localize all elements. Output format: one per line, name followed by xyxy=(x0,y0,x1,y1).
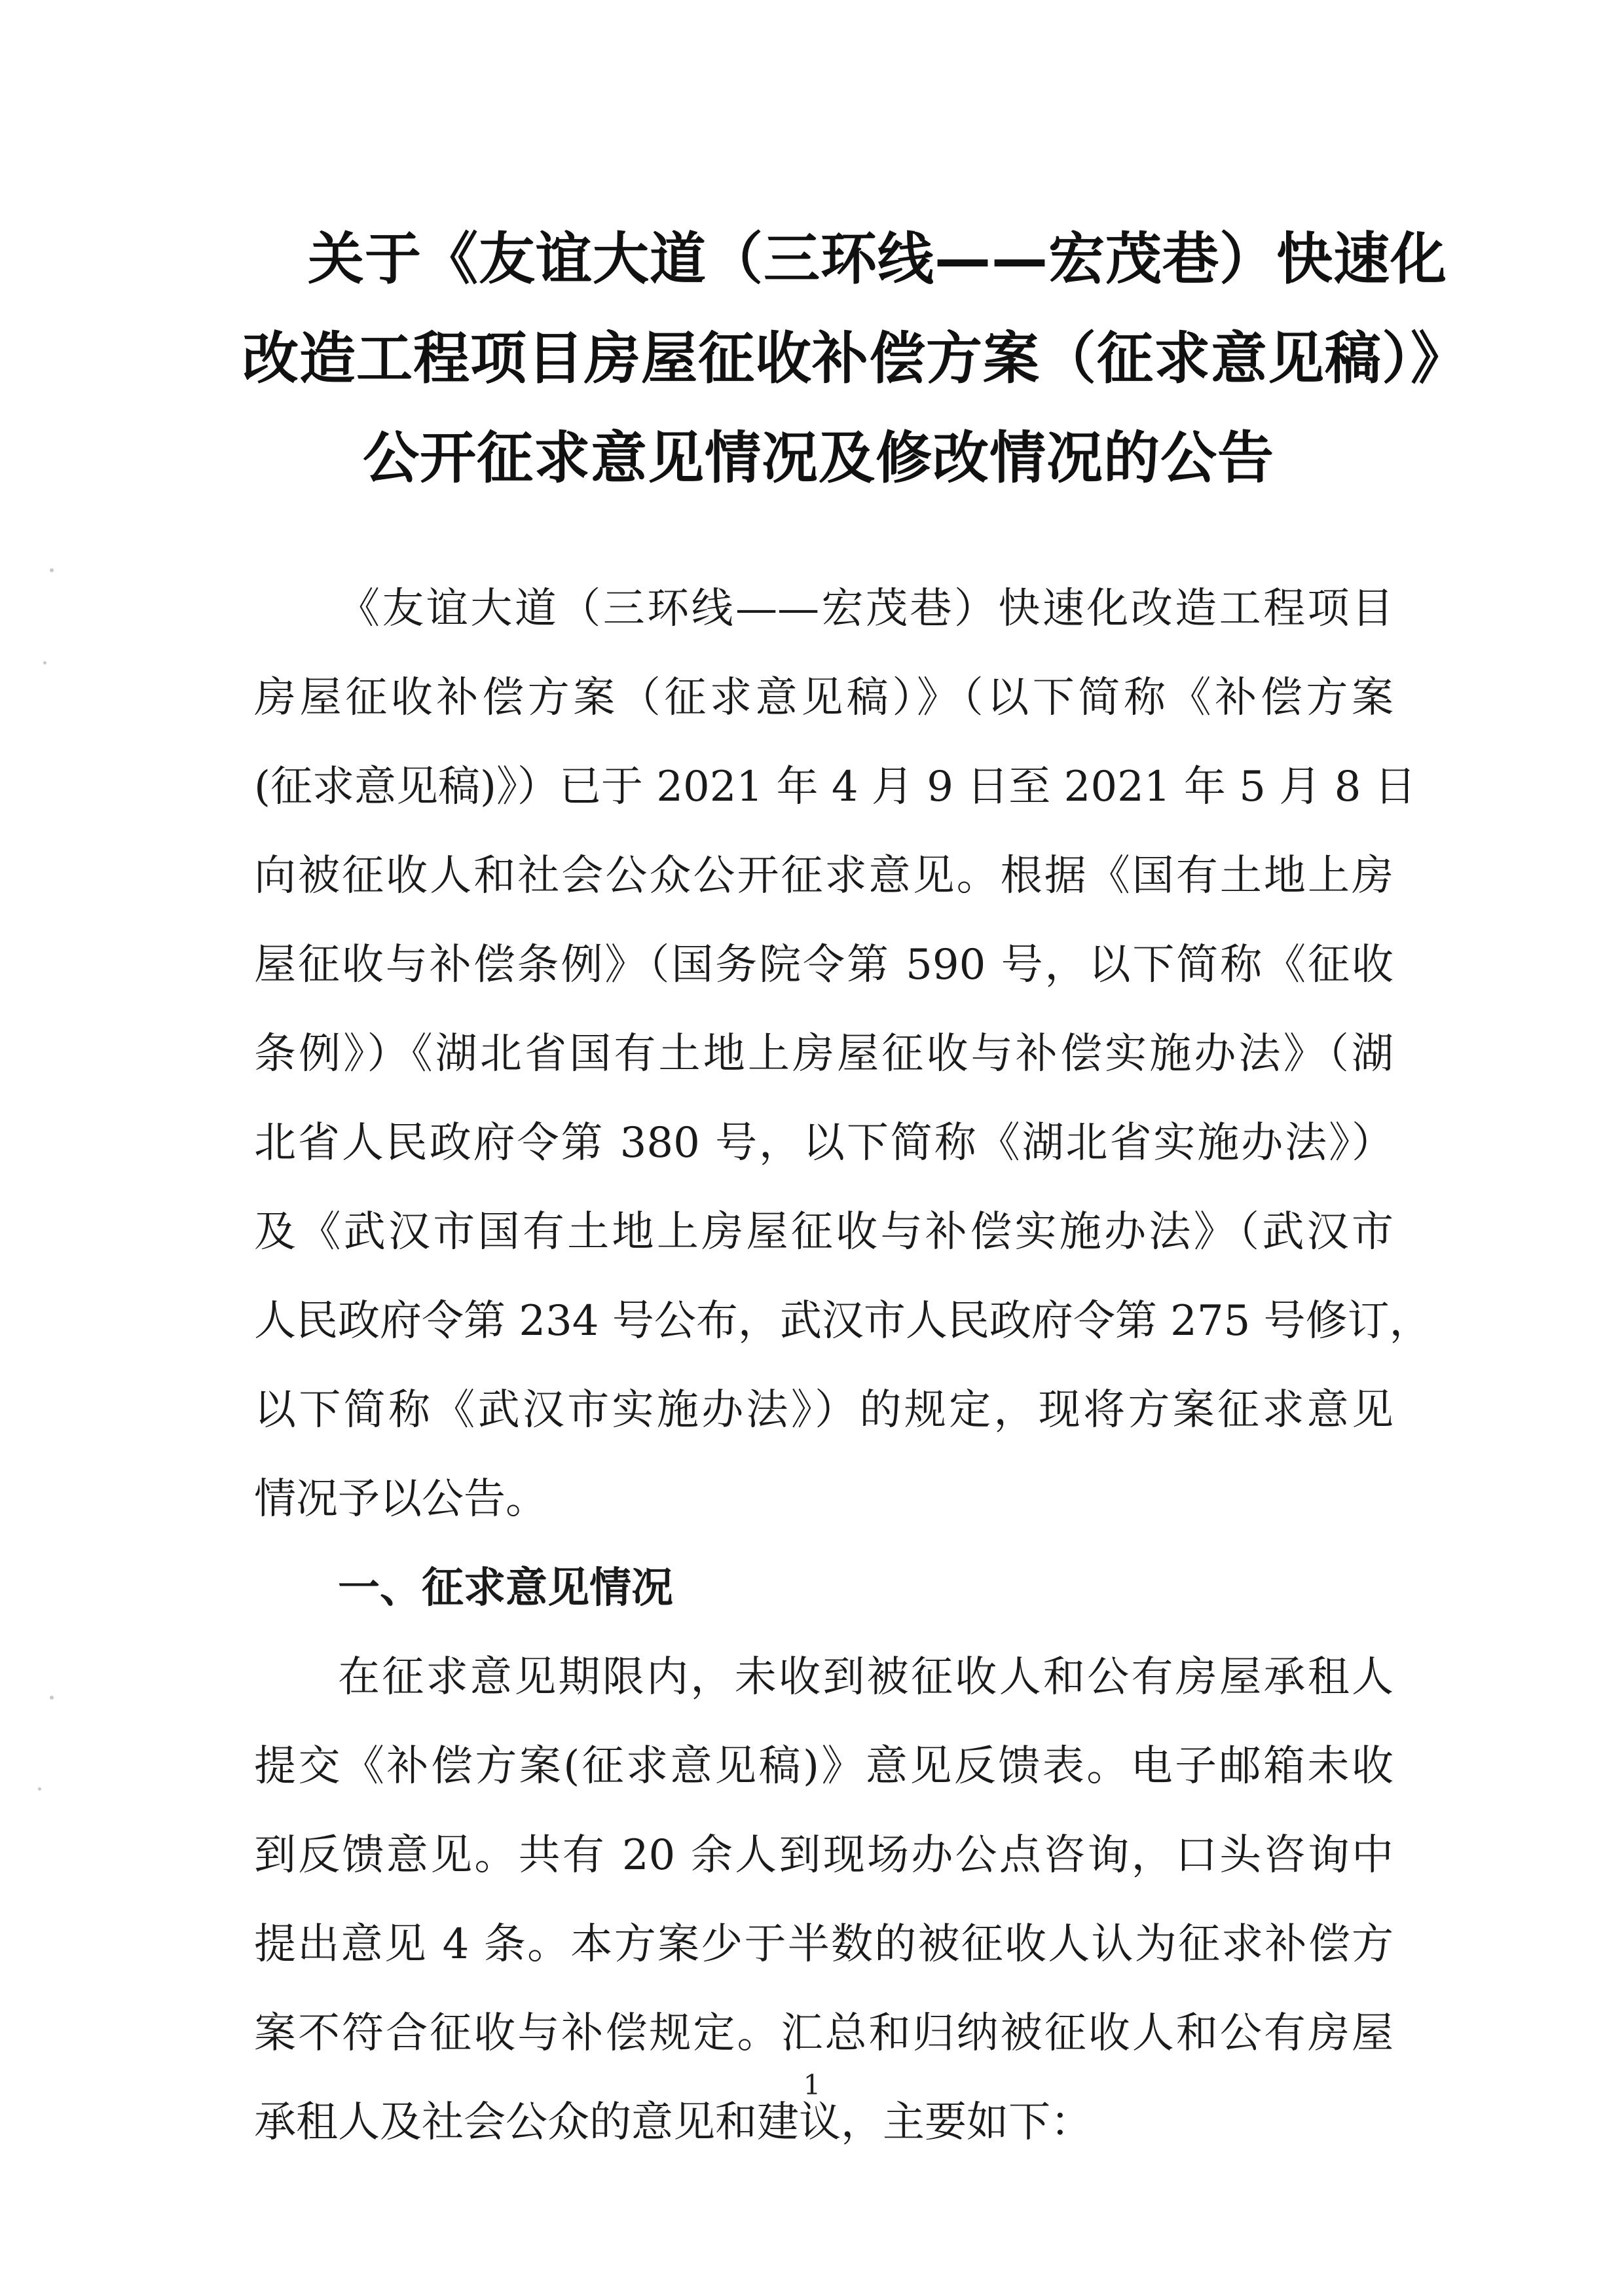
paragraph-line: 提出意见 4 条。本方案少于半数的被征收人认为征求补偿方 xyxy=(254,1920,1393,1969)
paragraph-line: 房屋征收补偿方案（征求意见稿）》（以下简称《补偿方案 xyxy=(254,674,1393,722)
title-line: 改造工程项目房屋征收补偿方案（征求意见稿）》 xyxy=(242,326,1467,392)
paragraph-line: 情况予以公告。 xyxy=(254,1475,547,1523)
scan-speck xyxy=(50,568,54,572)
paragraph-line: 及《武汉市国有土地上房屋征收与补偿实施办法》（武汉市 xyxy=(254,1208,1393,1256)
scan-speck xyxy=(38,1787,41,1791)
intro-paragraph xyxy=(254,564,1431,1544)
scan-speck xyxy=(43,661,46,665)
scan-speck xyxy=(50,1696,54,1700)
paragraph-line: 提交《补偿方案(征求意见稿)》意见反馈表。电子邮箱未收 xyxy=(254,1742,1393,1791)
section-heading: 一、征求意见情况 xyxy=(338,1564,673,1613)
paragraph-line: 北省人民政府令第 380 号，以下简称《湖北省实施办法》） xyxy=(254,1119,1393,1167)
paragraph-line: 案不符合征收与补偿规定。汇总和归纳被征收人和公有房屋 xyxy=(254,2009,1393,2058)
document-body xyxy=(254,564,1431,2167)
paragraph-line: 在征求意见期限内，未收到被征收人和公有房屋承租人 xyxy=(338,1653,1393,1702)
paragraph-line: 屋征收与补偿条例》（国务院令第 590 号，以下简称《征收 xyxy=(254,941,1393,989)
title-line: 关于《友谊大道（三环线——宏茂巷）快速化 xyxy=(308,227,1447,292)
paragraph-line: 条例》）《湖北省国有土地上房屋征收与补偿实施办法》（湖 xyxy=(254,1030,1393,1078)
page-number: 1 xyxy=(803,2069,821,2101)
paragraph-line: 《友谊大道（三环线——宏茂巷）快速化改造工程项目 xyxy=(338,585,1393,633)
paragraph-line: 承租人及社会公众的意见和建议，主要如下： xyxy=(254,2098,1092,2147)
paragraph-line: 人民政府令第 234 号公布，武汉市人民政府令第 275 号修订， xyxy=(254,1297,1431,1345)
paragraph-line: 以下简称《武汉市实施办法》）的规定，现将方案征求意见 xyxy=(254,1386,1393,1434)
document-title xyxy=(242,210,1467,508)
paragraph-line: 向被征收人和社会公众公开征求意见。根据《国有土地上房 xyxy=(254,852,1393,900)
paragraph-line: 到反馈意见。共有 20 余人到现场办公点咨询，口头咨询中 xyxy=(254,1831,1393,1880)
title-line: 公开征求意见情况及修改情况的公告 xyxy=(363,426,1274,491)
paragraph-line: (征求意见稿)》）已于 2021 年 4 月 9 日至 2021 年 5 月 8 日 xyxy=(254,763,1416,811)
